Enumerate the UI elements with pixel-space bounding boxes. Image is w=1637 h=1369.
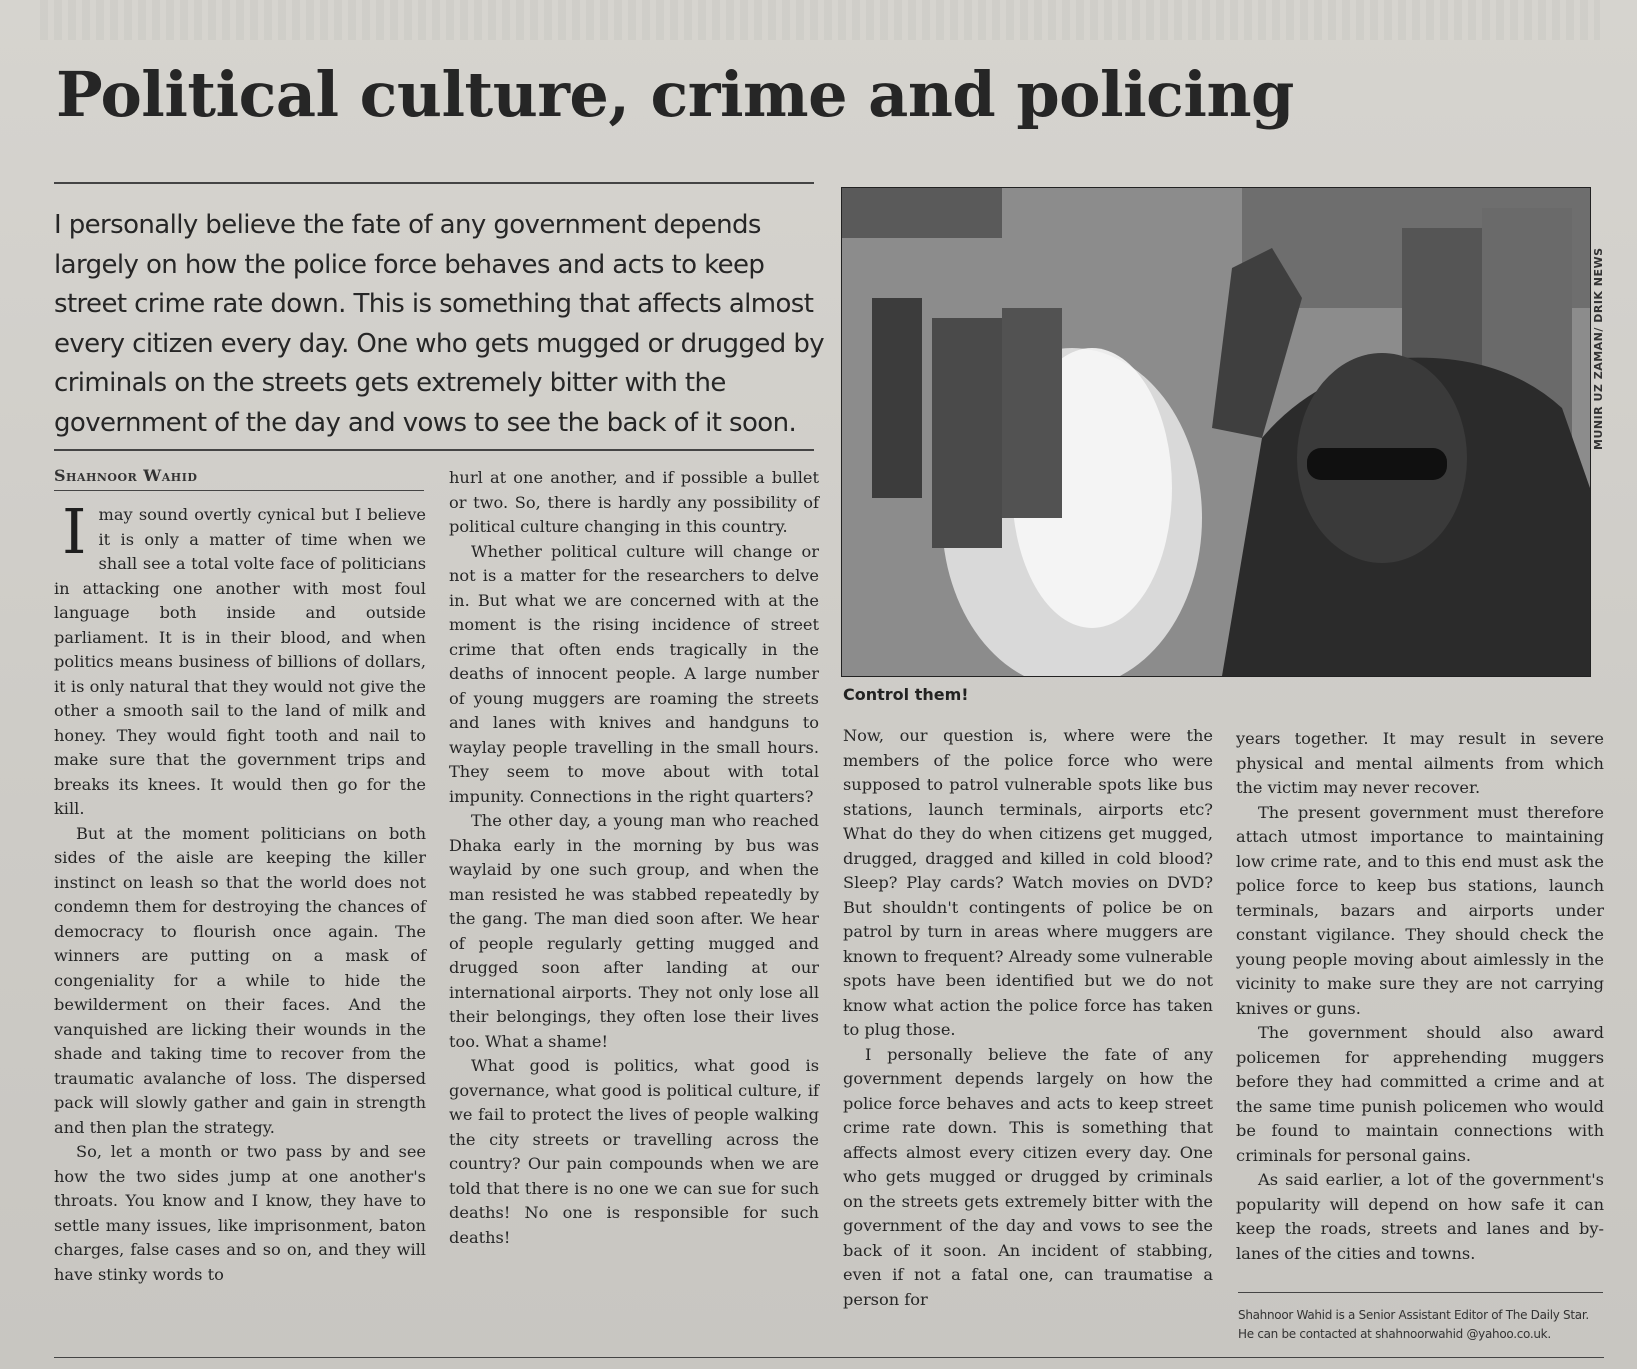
paragraph: The present government must therefore attach utmost importance to maintaining low crime rate, and to this end must ask the police force to keep bus stations, launch terminals, bazars and airports under constant vigilance. They should check the young people moving about aimlessly in the vicinity to make sure they are not carrying knives or guns. — [1236, 802, 1604, 1018]
column-4 — [1236, 727, 1604, 1266]
news-photo — [841, 187, 1591, 677]
paragraph: Whether political culture will change or not is a matter for the researchers to delve in. But what we are concerned with at the moment is the rising incidence of street crime that often ends tragically in the deaths of innocent people. A large number of young muggers are roaming the streets and lanes with knives and handguns to waylay people travelling in the small hours. They seem to move about with total impunity. Connections in the right quarters? — [449, 541, 819, 806]
paragraph: The government should also award policemen for apprehending muggers before they had committed a crime and at the same time punish policemen who would be found to maintain connections with criminals for personal gains. — [1236, 1023, 1604, 1165]
paragraph: What good is politics, what good is governance, what good is political culture, if we fail to protect the lives of people walking the city streets or travelling across the country? Our pain compounds when we are told that there is no one we can sue for such deaths! No one is responsible for such deaths! — [449, 1056, 819, 1247]
column-1 — [54, 495, 426, 1287]
paragraph: years together. It may result in severe physical and mental ailments from which the victim may never recover. — [1236, 729, 1604, 797]
headline: Political culture, crime and policing — [56, 58, 1294, 131]
bleed-through-text — [40, 0, 1600, 40]
bio-rule — [1238, 1292, 1603, 1293]
drop-cap: I — [62, 495, 87, 568]
author-bio: Shahnoor Wahid is a Senior Assistant Editor of The Daily Star. He can be contacted at shahnoorwahid @yahoo.co.uk. — [1238, 1308, 1589, 1341]
column-2 — [449, 466, 819, 1250]
photo-caption: Control them! — [843, 685, 969, 704]
standfirst: I personally believe the fate of any government depends largely on how the police force behaves and acts to keep street crime rate down. This is something that affects almost every citizen every day. One who gets mugged or drugged by criminals on the streets gets extremely bitter with the government of the day and vows to see the back of it soon. — [54, 210, 825, 438]
standfirst-top-rule — [54, 182, 814, 184]
paragraph: hurl at one another, and if possible a bullet or two. So, there is hardly any possibility of political culture changing in this country. — [449, 468, 819, 536]
paragraph: The other day, a young man who reached Dhaka early in the morning by bus was waylaid by one such group, and when the man resisted he was stabbed repeatedly by the gang. The man died soon after. We hear of people regularly getting mugged and drugged soon after landing at our international airports. They not only lose all their belongings, they often lose their lives too. What a shame! — [449, 811, 819, 1051]
column-3 — [843, 724, 1213, 1312]
paragraph: As said earlier, a lot of the government's popularity will depend on how safe it can keep the roads, streets and lanes and by-lanes of the cities and towns. — [1236, 1170, 1604, 1263]
paragraph: So, let a month or two pass by and see how the two sides jump at one another's throats. You know and I know, they have to settle many issues, like imprisonment, baton charges, false cases and so on, and they will have stinky words to — [54, 1142, 426, 1284]
paragraph: Now, our question is, where were the members of the police force who were supposed to patrol vulnerable spots like bus stations, launch terminals, airports etc? What do they do when citizens get mugged, drugged, dragged and killed in cold blood? Sleep? Play cards? Watch movies on DVD? But shouldn't contingents of police be on patrol by turn in areas where muggers are known to frequent? Already some vulnerable spots have been identified but we do not know what action the police force has taken to plug those. — [843, 726, 1213, 1039]
byline: Shahnoor Wahid — [54, 466, 198, 485]
byline-rule — [54, 490, 424, 491]
paragraph: But at the moment politicians on both sides of the aisle are keeping the killer instinct on leash so that the world does not condemn them for destroying the chances of democracy to flourish once again. The winners are putting on a mask of congeniality for a while to hide the bewilderment on their faces. And the vanquished are licking their wounds in the shade and taking time to recover from the traumatic avalanche of loss. The dispersed pack will slowly gather and gain in strength and then plan the strategy. — [54, 823, 426, 1137]
page-bottom-rule — [54, 1357, 1604, 1358]
photo-illustration — [842, 188, 1590, 676]
photo-credit: MUNIR UZ ZAMAN/ DRIK NEWS — [1592, 247, 1605, 450]
standfirst-bottom-rule — [54, 449, 814, 451]
paragraph: Imay sound overtly cynical but I believe it is only a matter of time when we shall see a total volte face of politicians in attacking one another with most foul language both inside and outside parliament. It is in their blood, and when politics means business of billions of dollars, it is only natural that they would not give the other a smooth sail to the land of milk and honey. They would fight tooth and nail to make sure that the government trips and breaks its knees. It would then go for the kill. — [54, 495, 426, 818]
paragraph: I personally believe the fate of any government depends largely on how the police force behaves and acts to keep street crime rate down. This is something that affects almost every citizen every day. One who gets mugged or drugged by criminals on the streets gets extremely bitter with the government of the day and vows to see the back of it soon. An incident of stabbing, even if not a fatal one, can traumatise a person for — [843, 1044, 1213, 1309]
